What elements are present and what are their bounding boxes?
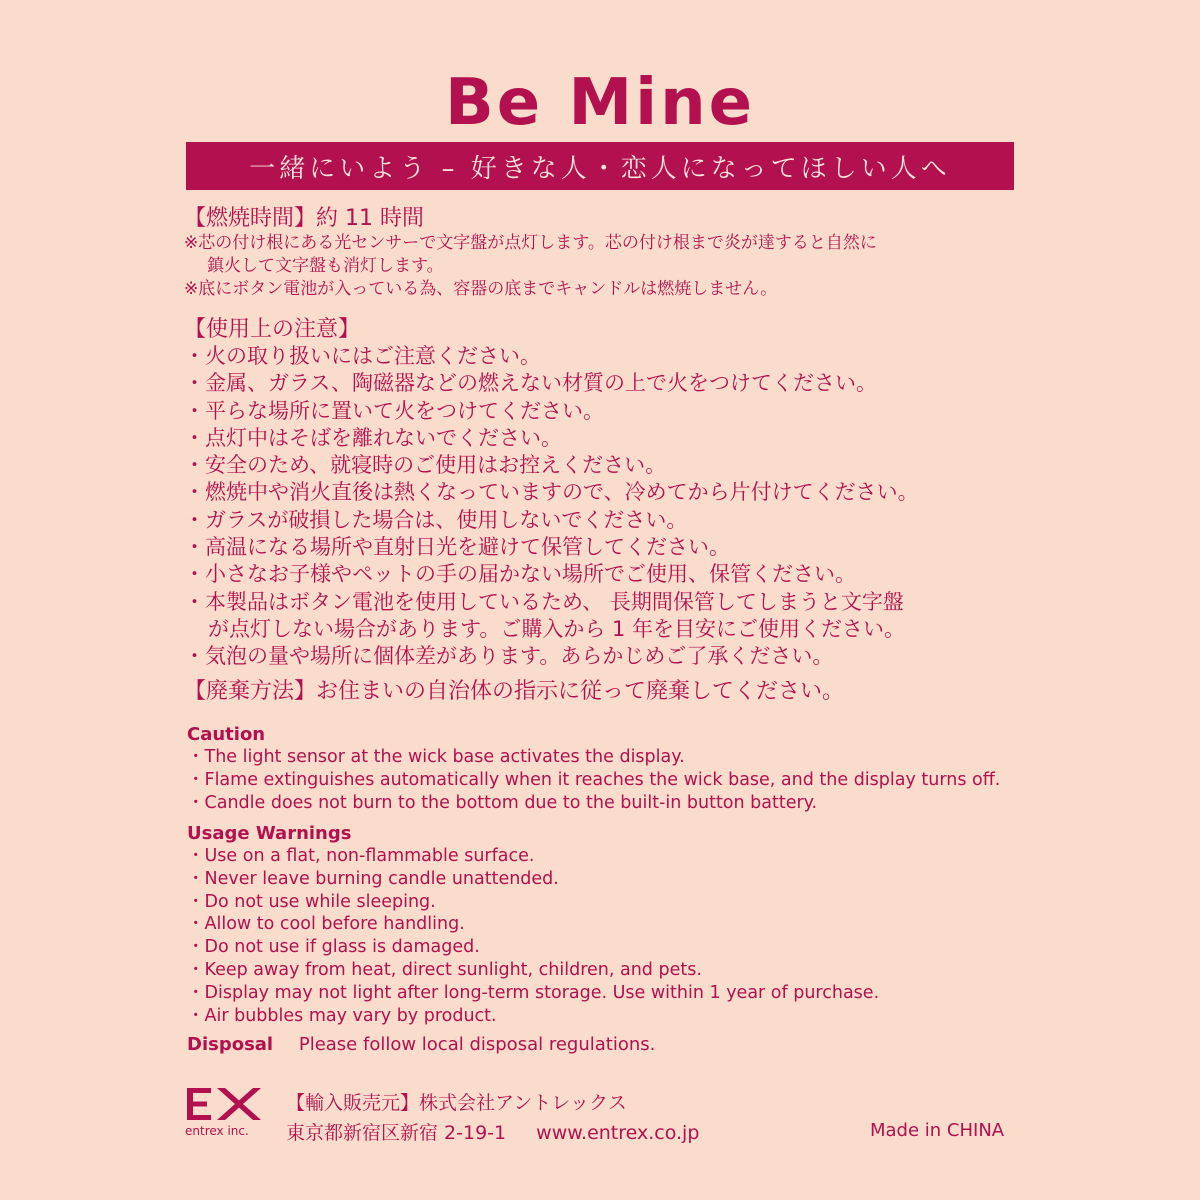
usage-item: ・気泡の量や場所に個体差があります。あらかじめご了承ください。 <box>184 644 834 669</box>
usage-item: ・高温になる場所や直射日光を避けて保管してください。 <box>184 535 730 560</box>
caution-heading: Caution <box>187 724 266 745</box>
subtitle-banner: 一緒にいよう – 好きな人・恋人になってほしい人へ <box>186 142 1014 190</box>
company-url-link[interactable]: www.entrex.co.jp <box>536 1122 700 1144</box>
importer-info: 【輸入販売元】株式会社アントレックス <box>286 1092 627 1114</box>
burn-note: 鎮火して文字盤も消灯します。 <box>207 256 444 276</box>
address-line <box>286 1118 723 1145</box>
usage-item: ・安全のため、就寝時のご使用はお控えください。 <box>184 453 667 478</box>
warning-item: ・Allow to cool before handling. <box>187 914 465 935</box>
logo-text: entrex inc. <box>185 1124 249 1138</box>
usage-warnings-heading: Usage Warnings <box>187 823 352 844</box>
warning-item: ・Display may not light after long-term storage. Use within 1 year of purchase. <box>187 982 880 1003</box>
usage-item: ・金属、ガラス、陶磁器などの燃えない材質の上で火をつけてください。 <box>184 371 877 396</box>
burn-note: ※芯の付け根にある光センサーで文字盤が点灯します。芯の付け根まで炎が達すると自然に <box>184 233 877 253</box>
warning-item: ・Do not use while sleeping. <box>187 891 436 912</box>
caution-item: ・Candle does not burn to the bottom due to the built-in button battery. <box>187 792 818 813</box>
disposal-jp-section <box>184 678 1044 705</box>
usage-item: ・燃焼中や消火直後は熱くなっていますので、冷めてから片付けてください。 <box>184 480 919 505</box>
product-title: Be Mine <box>444 66 756 140</box>
disposal-label: Disposal <box>187 1034 274 1055</box>
usage-item: ・点灯中はそばを離れないでください。 <box>184 425 562 450</box>
caution-item: ・Flame extinguishes automatically when it reaches the wick base, and the display turns off. <box>187 769 1001 790</box>
usage-precautions-section <box>184 316 1044 671</box>
warning-item: ・Use on a flat, non-flammable surface. <box>187 846 535 866</box>
company-address: 東京都新宿区新宿 2-19-1 <box>286 1122 507 1144</box>
usage-item: ・小さなお子様やペットの手の届かない場所でご使用、保管ください。 <box>184 562 856 587</box>
usage-precautions-heading: 【使用上の注意】 <box>184 317 361 342</box>
made-in-label: Made in CHINA <box>870 1120 1005 1141</box>
disposal-en-section <box>187 1034 655 1055</box>
usage-item: が点灯しない場合があります。ご購入から 1 年を目安にご使用ください。 <box>208 616 906 641</box>
burn-note: ※底にボタン電池が入っている為、容器の底までキャンドルは燃焼しません。 <box>184 279 778 299</box>
usage-warnings-section <box>187 823 1067 1027</box>
usage-item: ・本製品はボタン電池を使用しているため、 長期間保管してしまうと文字盤 <box>184 589 904 614</box>
disposal-text: Please follow local disposal regulations. <box>298 1034 656 1055</box>
warning-item: ・Never leave burning candle unattended. <box>187 868 559 889</box>
caution-item: ・The light sensor at the wick base activates the display. <box>187 747 685 767</box>
burn-time-section <box>184 205 1044 301</box>
warning-item: ・Air bubbles may vary by product. <box>187 1005 497 1026</box>
usage-item: ・ガラスが破損した場合は、使用しないでください。 <box>184 507 688 532</box>
usage-item: ・平らな場所に置いて火をつけてください。 <box>184 398 604 423</box>
caution-section <box>187 724 1067 814</box>
usage-item: ・火の取り扱いにはご注意ください。 <box>184 344 541 368</box>
warning-item: ・Keep away from heat, direct sunlight, children, and pets. <box>187 959 702 980</box>
burn-time-heading: 【燃焼時間】約 11 時間 <box>184 206 424 231</box>
warning-item: ・Do not use if glass is damaged. <box>187 937 480 958</box>
disposal-jp-text: 【廃棄方法】お住まいの自治体の指示に従って廃棄してください。 <box>184 679 845 704</box>
